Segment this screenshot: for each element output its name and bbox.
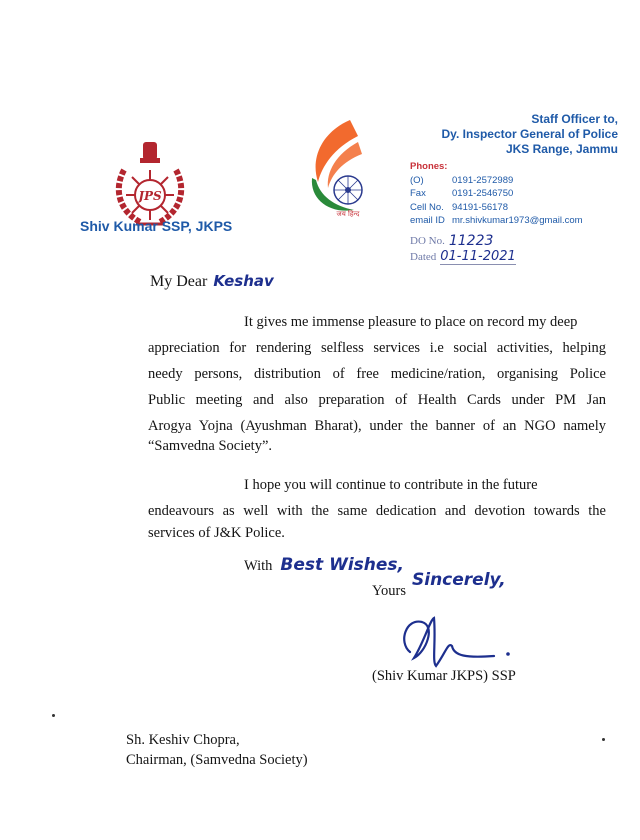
best-wishes-handwritten: Best Wishes,: [280, 555, 404, 575]
paragraph-1-line: Public meeting and also preparation of Health Cards under PM Jan: [148, 392, 606, 408]
salutation-text: My Dear: [150, 273, 208, 290]
office-line: Staff Officer to,: [531, 112, 618, 126]
emblem-text: JPS: [138, 189, 162, 203]
paragraph-1-line: “Samvedna Society”.: [148, 438, 273, 454]
phone-value: 0191-2546750: [452, 188, 514, 199]
salutation: [150, 272, 274, 291]
recipient-title: Chairman, (Samvedna Society): [126, 752, 308, 768]
phone-label: email ID: [410, 215, 445, 226]
yours-label: Yours: [372, 583, 406, 599]
police-emblem-logo: [110, 140, 190, 230]
phone-label: (O): [410, 174, 424, 186]
jai-hind-logo: [302, 118, 374, 218]
paragraph-2-line: endeavours as well with the same dedication and devotion towards the: [148, 503, 606, 519]
scan-speck: [52, 714, 55, 717]
office-line: JKS Range, Jammu: [505, 142, 618, 156]
paragraph-1-line: needy persons, distribution of free medicine/ration, organising Police: [148, 366, 606, 382]
phone-label: Cell No.: [410, 201, 444, 213]
do-number-block: [410, 234, 516, 265]
sincerely-handwritten: Sincerely,: [412, 570, 506, 590]
do-label: DO No.: [410, 235, 445, 247]
phone-row-cell: [410, 201, 583, 215]
phone-value: 94191-56178: [452, 201, 508, 213]
closing-with: [244, 555, 404, 575]
salutation-name-handwritten: Keshav: [213, 272, 274, 290]
paragraph-2-line: services of J&K Police.: [148, 525, 285, 541]
office-address: [408, 112, 618, 157]
phones-heading: Phones:: [410, 161, 448, 172]
date-handwritten: 01-11-2021: [440, 249, 516, 264]
phone-value: 0191-2572989: [452, 174, 514, 186]
dated-row: [410, 249, 516, 265]
logo-caption: जय हिन्द: [336, 210, 360, 218]
office-line: Dy. Inspector General of Police: [441, 127, 618, 141]
sender-name: Shiv Kumar SSP, JKPS: [80, 218, 233, 234]
phone-row-office: [410, 174, 583, 188]
recipient-name: Sh. Keshiv Chopra,: [126, 732, 240, 748]
do-number-handwritten: 11223: [448, 233, 494, 249]
scan-speck: [602, 738, 605, 741]
do-number-row: [410, 234, 516, 249]
paragraph-1-line: appreciation for rendering selfless services i.e social activities, helping: [148, 340, 606, 356]
paragraph-1-line: It gives me immense pleasure to place on record my deep: [244, 314, 578, 330]
signatory: (Shiv Kumar JKPS) SSP: [372, 668, 516, 684]
dated-label: Dated: [410, 251, 437, 263]
paragraph-1-line: Arogya Yojna (Ayushman Bharat), under the banner of an NGO namely: [148, 418, 606, 434]
phones-block: [410, 160, 583, 228]
phone-label: Fax: [410, 188, 426, 199]
phone-row-fax: [410, 187, 583, 201]
phone-row-email: [410, 214, 583, 228]
with-label: With: [244, 558, 273, 574]
signature: [396, 612, 526, 672]
paragraph-2-line: I hope you will continue to contribute in the future: [244, 477, 538, 493]
email-value: mr.shivkumar1973@gmail.com: [452, 215, 583, 226]
closing-yours: [372, 570, 506, 600]
